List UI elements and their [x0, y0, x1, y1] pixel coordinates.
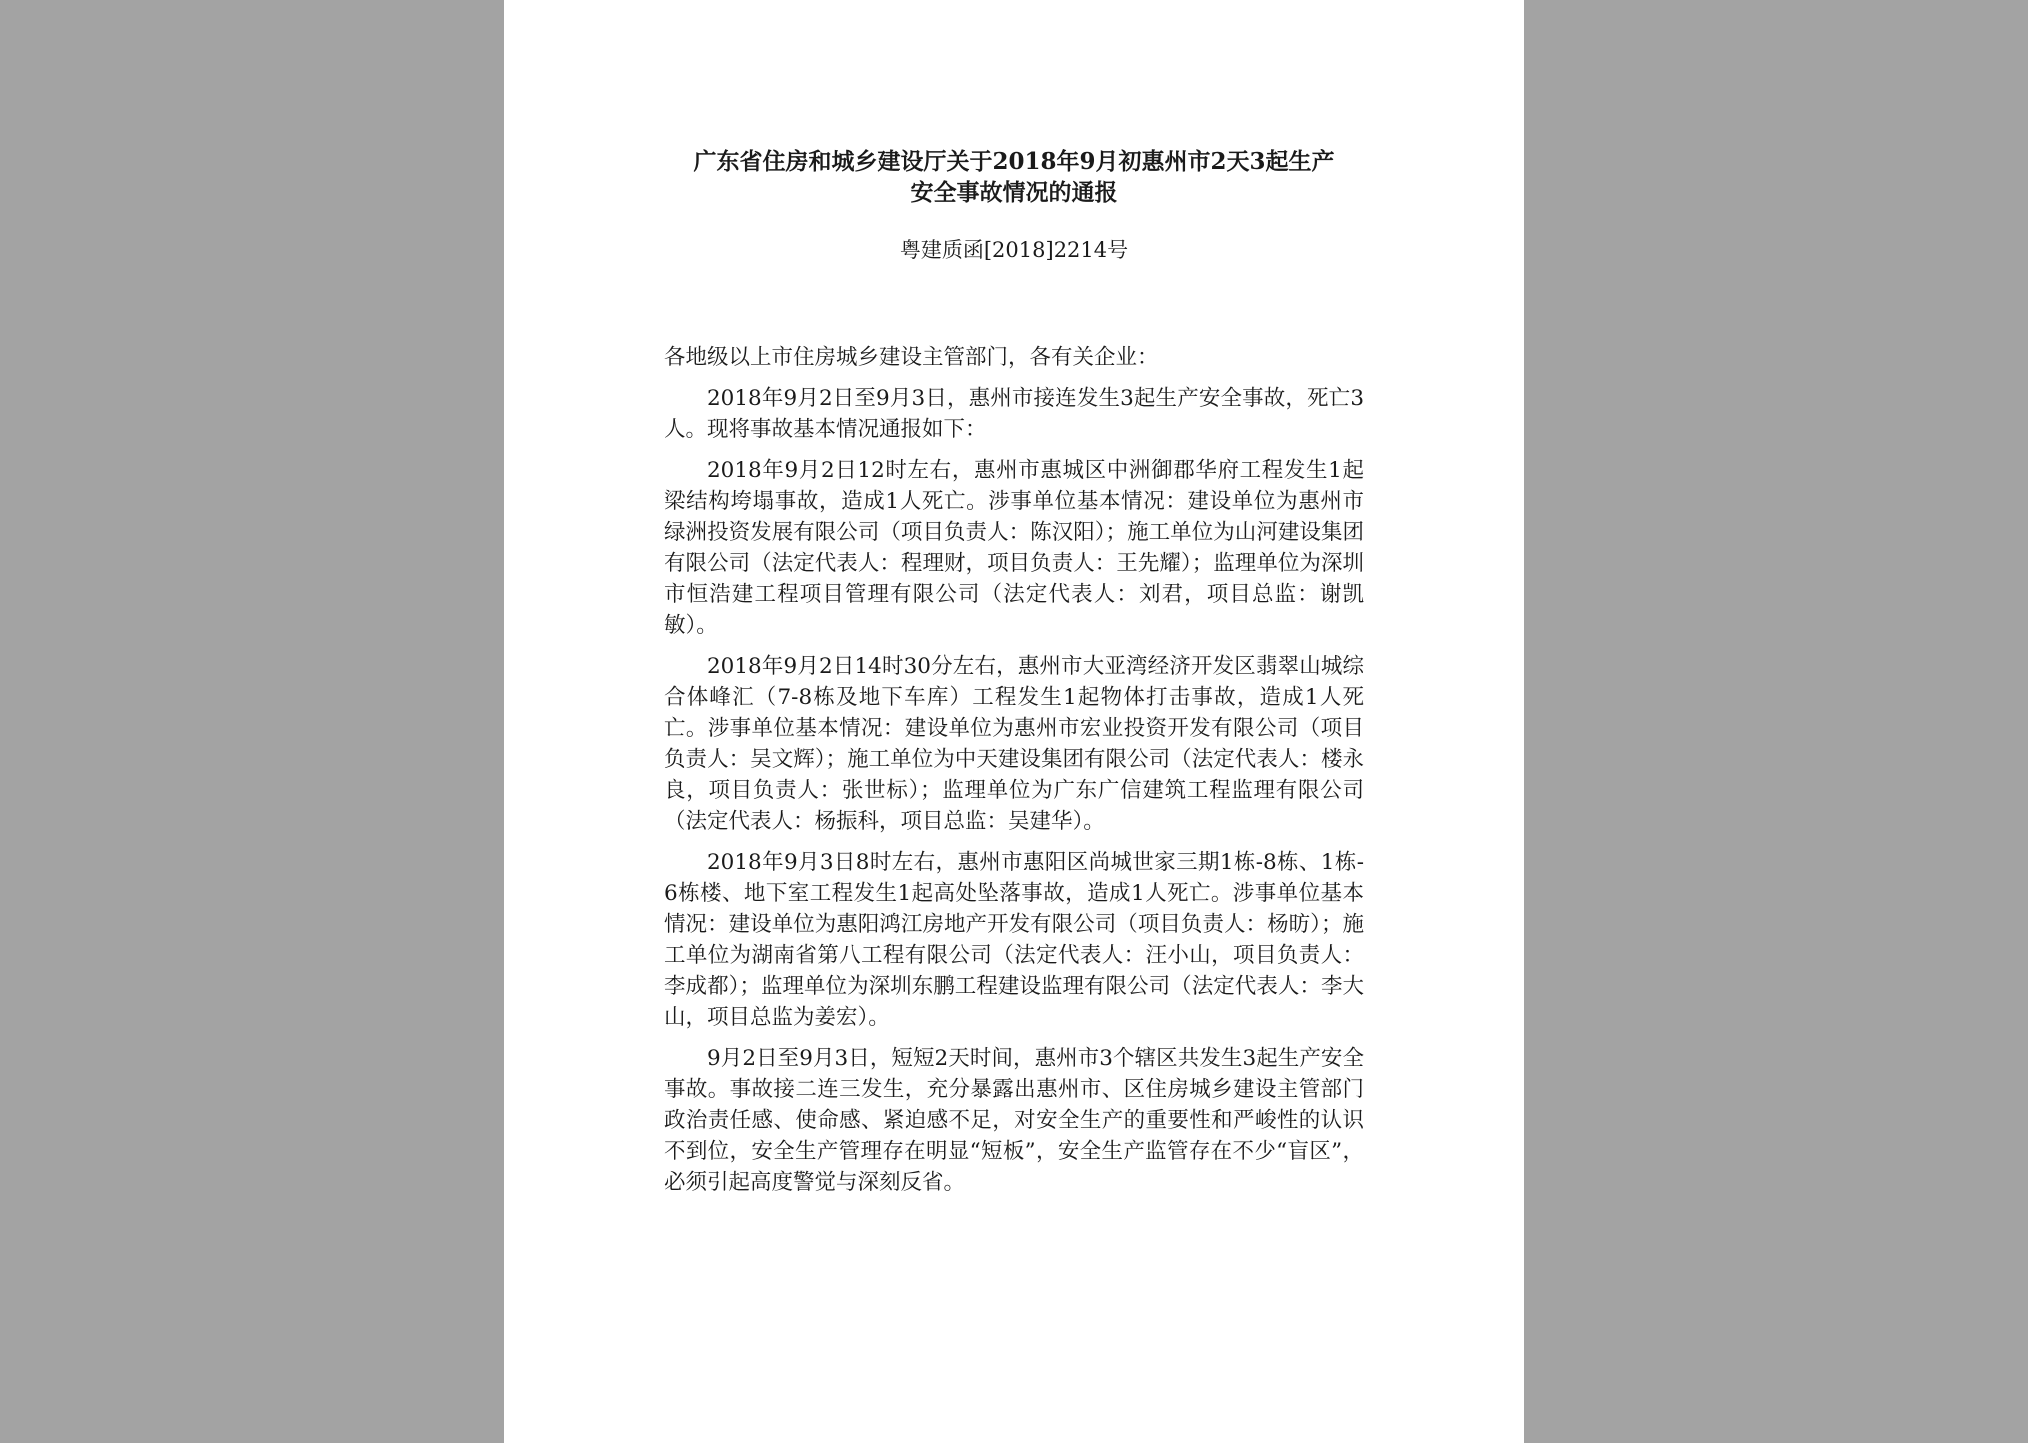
paragraph-accident-1: 2018年9月2日12时左右，惠州市惠城区中洲御郡华府工程发生1起梁结构垮塌事故，造成1人死亡。涉事单位基本情况：建设单位为惠州市绿洲投资发展有限公司（项目负责人：陈汉阳）；施工单位为山河建设集团有限公司（法定代表人：程理财，项目负责人：王先耀）；监理单位为深圳市恒浩建工程项目管理有限公司（法定代表人：刘君，项目总监：谢凯敏）。: [664, 458, 1364, 638]
document-content: [664, 146, 1364, 1208]
paragraph-accident-3: 2018年9月3日8时左右，惠州市惠阳区尚城世家三期1栋-8栋、1栋-6栋楼、地下室工程发生1起高处坠落事故，造成1人死亡。涉事单位基本情况：建设单位为惠阳鸿江房地产开发有限公司（项目负责人：杨昉）；施工单位为湖南省第八工程有限公司（法定代表人：汪小山，项目负责人：李成都）；监理单位为深圳东鹏工程建设监理有限公司（法定代表人：李大山，项目总监为姜宏）。: [664, 850, 1364, 1030]
paragraph-analysis: 9月2日至9月3日，短短2天时间，惠州市3个辖区共发生3起生产安全事故。事故接二连三发生，充分暴露出惠州市、区住房城乡建设主管部门政治责任感、使命感、紧迫感不足，对安全生产的重要性和严峻性的认识不到位，安全生产管理存在明显“短板”，安全生产监管存在不少“盲区”，必须引起高度警觉与深刻反省。: [664, 1046, 1364, 1195]
document-number: 粤建质函[2018]2214号: [899, 238, 1129, 262]
document-title: [664, 146, 1364, 208]
paragraph-summary: 2018年9月2日至9月3日，惠州市接连发生3起生产安全事故，死亡3人。现将事故基本情况通报如下：: [664, 386, 1364, 442]
document-page: [504, 0, 1524, 1443]
title-line-1: 广东省住房和城乡建设厅关于2018年9月初惠州市2天3起生产: [693, 148, 1335, 175]
title-line-2: 安全事故情况的通报: [910, 179, 1118, 206]
paragraph-accident-2: 2018年9月2日14时30分左右，惠州市大亚湾经济开发区翡翠山城综合体峰汇（7-8栋及地下车库）工程发生1起物体打击事故，造成1人死亡。涉事单位基本情况：建设单位为惠州市宏业投资开发有限公司（项目负责人：吴文辉）；施工单位为中天建设集团有限公司（法定代表人：楼永良，项目负责人：张世标）；监理单位为广东广信建筑工程监理有限公司（法定代表人：杨振科，项目总监：吴建华）。: [664, 654, 1364, 834]
salutation: 各地级以上市住房城乡建设主管部门，各有关企业：: [664, 345, 1159, 370]
document-body: [664, 342, 1364, 1198]
